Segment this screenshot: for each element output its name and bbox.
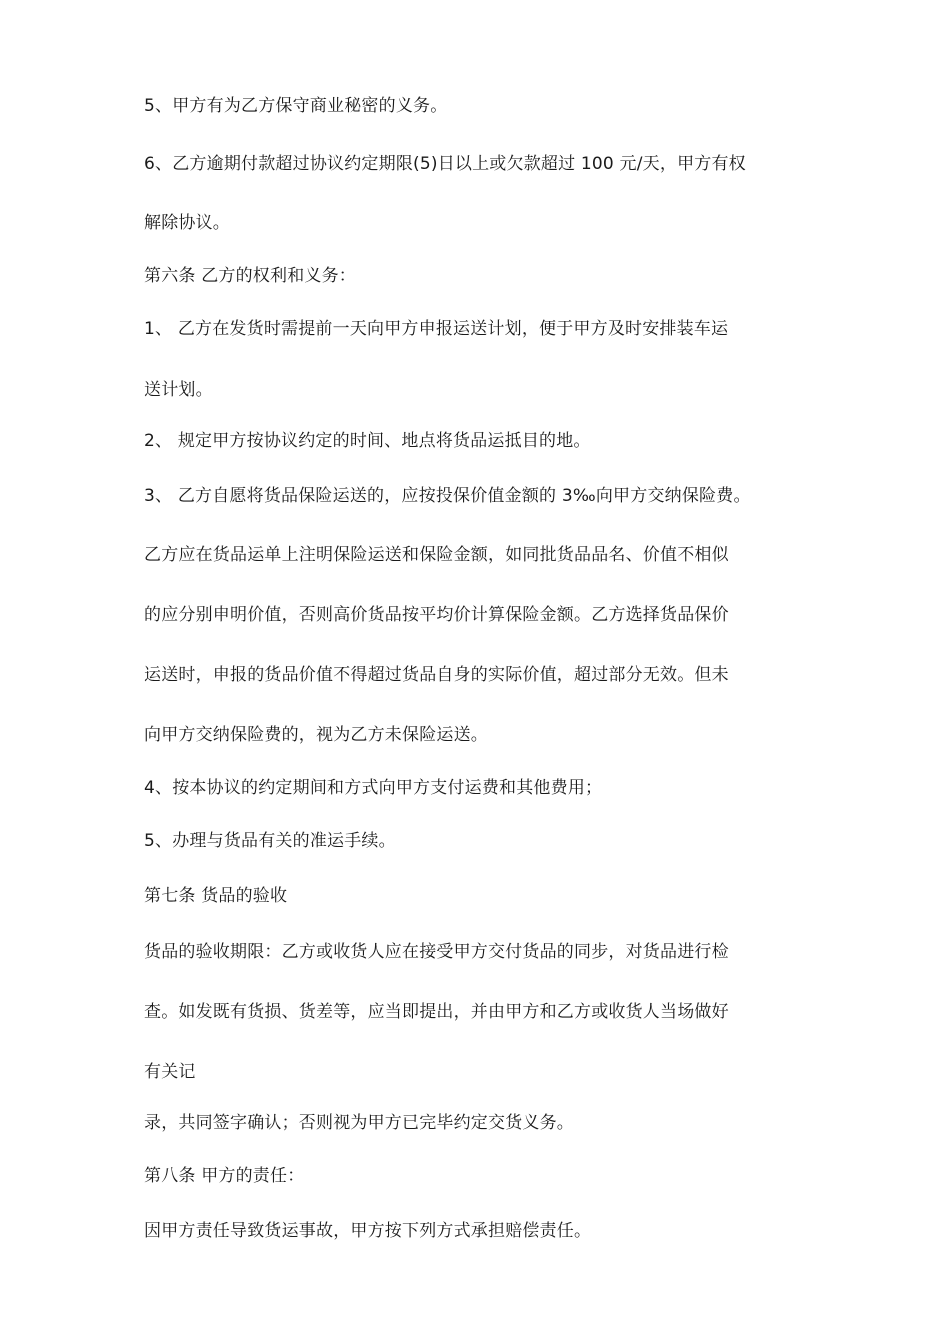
clause-6-continued: 解除协议。 [144, 213, 230, 233]
article-6-heading: 第六条 乙方的权利和义务： [144, 266, 357, 286]
item-3-para-line-2: 的应分别申明价值，否则高价货品按平均价计算保险金额。乙方选择货品保价 [144, 605, 729, 625]
article-8-heading: 第八条 甲方的责任： [144, 1166, 305, 1186]
item-2-delivery: 2、 规定甲方按协议约定的时间、地点将货品运抵目的地。 [144, 431, 591, 451]
inspection-line-2: 查。如发既有货损、货差等，应当即提出，并由甲方和乙方或收货人当场做好 [144, 1002, 729, 1022]
item-3-para-line-1: 乙方应在货品运单上注明保险运送和保险金额，如同批货品品名、价值不相似 [144, 545, 729, 565]
clause-5-confidentiality: 5、甲方有为乙方保守商业秘密的义务。 [144, 96, 448, 116]
item-3-para-line-3: 运送时，申报的货品价值不得超过货品自身的实际价值，超过部分无效。但未 [144, 665, 729, 685]
inspection-line-4: 录，共同签字确认；否则视为甲方已完毕约定交货义务。 [144, 1113, 574, 1133]
liability-intro: 因甲方责任导致货运事故，甲方按下列方式承担赔偿责任。 [144, 1221, 592, 1241]
item-1-continued: 送计划。 [144, 380, 213, 400]
item-1-shipping-plan: 1、 乙方在发货时需提前一天向甲方申报运送计划，便于甲方及时安排装车运 [144, 319, 729, 339]
item-3-para-line-4: 向甲方交纳保险费的，视为乙方未保险运送。 [144, 725, 488, 745]
inspection-line-3: 有关记 [144, 1062, 196, 1082]
article-7-heading: 第七条 货品的验收 [144, 886, 288, 906]
item-3-insurance: 3、 乙方自愿将货品保险运送的，应按投保价值金额的 3‰向甲方交纳保险费。 [144, 486, 751, 506]
inspection-line-1: 货品的验收期限：乙方或收货人应在接受甲方交付货品的同步，对货品进行检 [144, 942, 729, 962]
item-5-permits: 5、办理与货品有关的准运手续。 [144, 831, 396, 851]
clause-6-termination: 6、乙方逾期付款超过协议约定期限(5)日以上或欠款超过 100 元/天，甲方有权 [144, 154, 746, 174]
item-4-payment: 4、按本协议的约定期间和方式向甲方支付运费和其他费用； [144, 778, 603, 798]
